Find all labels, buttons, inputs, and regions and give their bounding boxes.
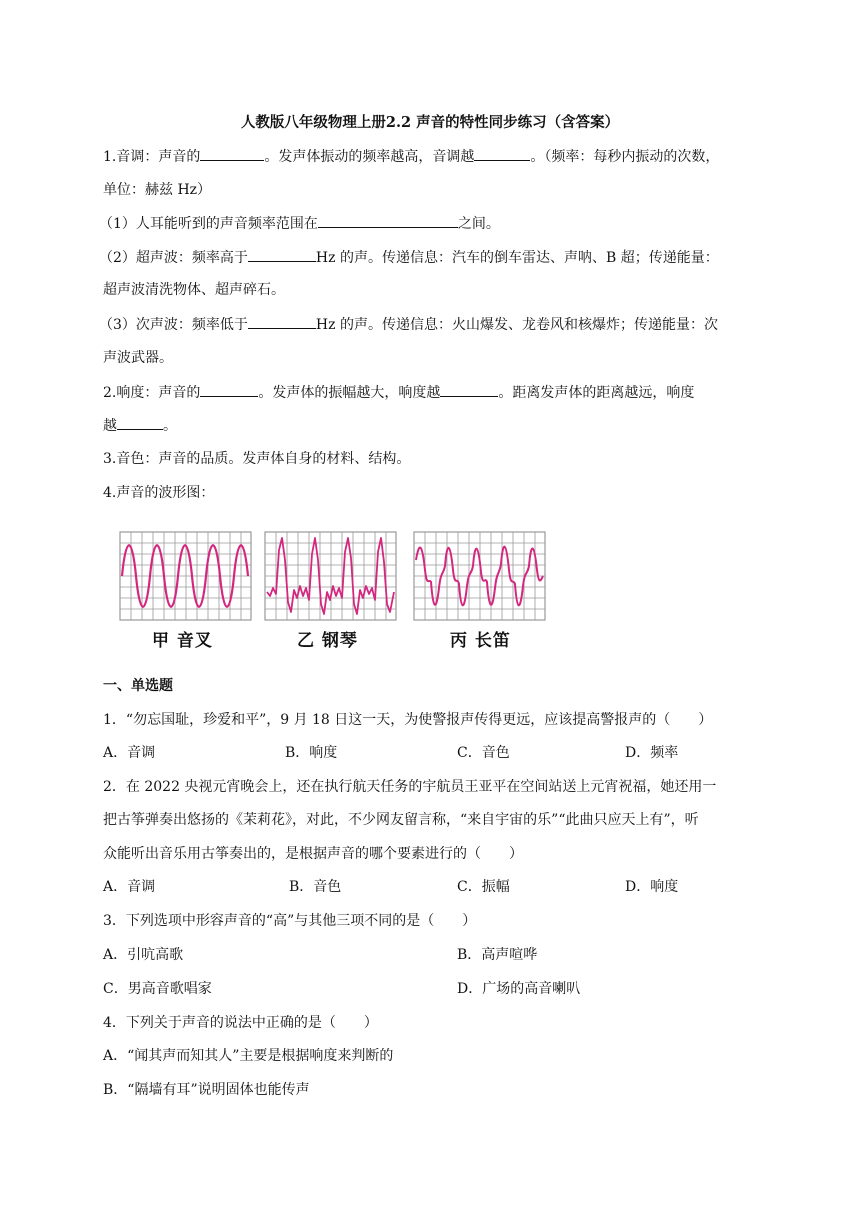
- question-2-line-2: 把古筝弹奏出悠扬的《茉莉花》，对此，不少网友留言称，“来自宇宙的乐”“此曲只应天上有”，听: [103, 812, 699, 828]
- question-3-option-b[interactable]: B．高声喧哗: [457, 947, 538, 963]
- fill-blank: [248, 247, 316, 262]
- text: （2）超声波：频率高于: [99, 250, 248, 266]
- knowledge-1-1: [99, 213, 500, 234]
- document-title: 人教版八年级物理上册2.2 声音的特性同步练习（含答案）: [240, 114, 620, 131]
- knowledge-1-line-2: 单位：赫兹 Hz）: [103, 182, 212, 198]
- waveform-label-piano: 乙 钢琴: [297, 631, 358, 651]
- text: 越: [103, 418, 117, 434]
- knowledge-1-3-line-1: [99, 314, 718, 335]
- fill-blank: [248, 314, 316, 329]
- text: 1.音调：声音的: [103, 149, 201, 165]
- fill-blank: [474, 146, 530, 161]
- text: 之间。: [457, 216, 500, 232]
- question-1-option-b[interactable]: B．响度: [285, 745, 338, 761]
- question-2-option-a[interactable]: A．音调: [103, 879, 156, 895]
- question-3: 3．下列选项中形容声音的“高”与其他三项不同的是（ ）: [103, 913, 477, 929]
- knowledge-1-2-line-2: 超声波清洗物体、超声碎石。: [103, 282, 285, 298]
- text: 。发声体的振幅越大，响度越: [258, 385, 441, 401]
- waveform-tuning-fork: [118, 530, 253, 620]
- knowledge-1-2-line-1: [99, 247, 719, 268]
- question-1: 1．“勿忘国耻，珍爱和平”，9 月 18 日这一天，为使警报声传得更远，应该提高警报声的（ ）: [103, 712, 713, 728]
- question-1-option-d[interactable]: D．频率: [625, 745, 679, 761]
- waveform-piano: [263, 530, 398, 620]
- question-2-option-c[interactable]: C．振幅: [457, 879, 510, 895]
- text: 。（频率：每秒内振动的次数，: [530, 149, 720, 165]
- text: Hz 的声。传递信息：汽车的倒车雷达、声呐、B 超；传递能量：: [315, 250, 719, 266]
- text: 。距离发声体的距离越远，响度: [498, 385, 695, 401]
- fill-blank: [440, 382, 498, 397]
- question-4-option-a[interactable]: A．“闻其声而知其人”主要是根据响度来判断的: [103, 1048, 394, 1064]
- flute-wave-icon: [412, 530, 547, 622]
- fill-blank: [200, 146, 264, 161]
- fill-blank: [318, 213, 458, 228]
- knowledge-4: 4.声音的波形图：: [103, 485, 215, 501]
- knowledge-1-3-line-2: 声波武器。: [103, 350, 173, 366]
- question-4-option-b[interactable]: B．“隔墙有耳”说明固体也能传声: [103, 1082, 310, 1098]
- knowledge-3: 3.音色：声音的品质。发声体自身的材料、结构。: [103, 451, 411, 467]
- text: （1）人耳能听到的声音频率范围在: [99, 216, 318, 232]
- knowledge-1-line-1: [103, 146, 719, 167]
- knowledge-2-line-1: [103, 382, 694, 403]
- question-3-option-a[interactable]: A．引吭高歌: [103, 947, 184, 963]
- question-4: 4．下列关于声音的说法中正确的是（ ）: [103, 1015, 378, 1031]
- question-2-line-1: 2．在 2022 央视元宵晚会上，还在执行航天任务的宇航员王亚平在空间站送上元宵祝福，她还用一: [103, 779, 717, 795]
- text: 。发声体振动的频率越高，音调越: [264, 149, 475, 165]
- text: 。: [163, 418, 177, 434]
- tuning-fork-wave-icon: [118, 530, 253, 622]
- question-1-option-a[interactable]: A．音调: [103, 745, 156, 761]
- question-2-line-3: 众能听出音乐用古筝奏出的，是根据声音的哪个要素进行的（ ）: [103, 846, 523, 862]
- question-3-option-c[interactable]: C．男高音歌唱家: [103, 981, 212, 997]
- piano-wave-icon: [263, 530, 398, 622]
- section-title: 一、单选题: [103, 678, 173, 694]
- fill-blank: [200, 382, 258, 397]
- question-3-option-d[interactable]: D．广场的高音喇叭: [457, 981, 581, 997]
- knowledge-2-line-2: [103, 415, 177, 436]
- waveform-flute: [412, 530, 547, 620]
- text: Hz 的声。传递信息：火山爆发、龙卷风和核爆炸；传递能量：次: [315, 317, 718, 333]
- question-1-option-c[interactable]: C．音色: [457, 745, 510, 761]
- question-2-option-b[interactable]: B．音色: [289, 879, 342, 895]
- text: （3）次声波：频率低于: [99, 317, 248, 333]
- text: 2.响度：声音的: [103, 385, 201, 401]
- waveform-label-flute: 丙 长笛: [450, 631, 511, 651]
- waveform-label-tuning-fork: 甲 音叉: [152, 631, 213, 651]
- question-2-option-d[interactable]: D．响度: [625, 879, 679, 895]
- fill-blank: [117, 415, 163, 430]
